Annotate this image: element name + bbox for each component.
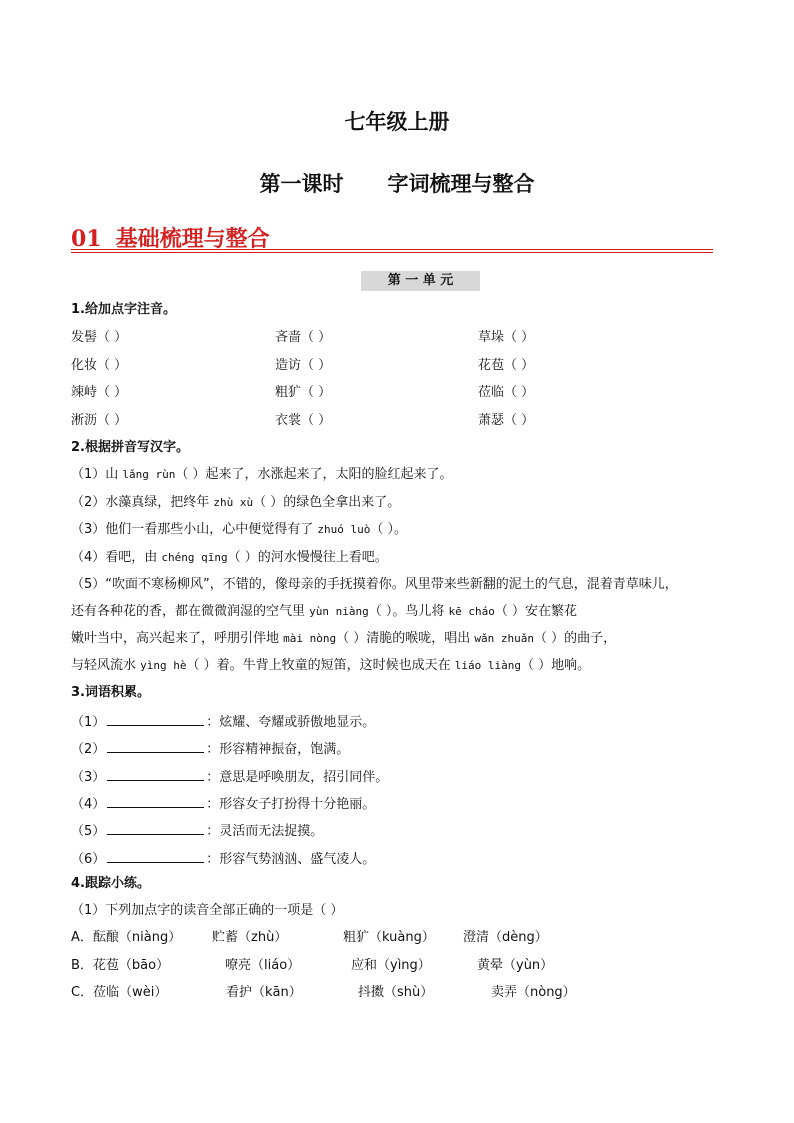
pinyin: zhuó luò — [317, 523, 371, 536]
pinyin: yìng hè — [140, 659, 187, 672]
pinyin: lǎng rùn — [122, 468, 176, 481]
q2-item5-text: 与轻风流水 — [71, 658, 141, 673]
q2-item-text: （ ）。 — [370, 522, 408, 537]
q2-item-text: （4）看吧，由 — [71, 549, 162, 565]
q2-item — [71, 495, 400, 511]
q1-item: 衣裳（ ） — [275, 412, 332, 428]
grade-title: 七年级上册 — [344, 110, 450, 134]
q2-item5-line1: （5）“吹面不寒杨柳风”，不错的，像母亲的手抚摸着你。风里带来些新翻的泥土的气息，混着青草味儿， — [71, 577, 678, 592]
q1-item: 萧瑟（ ） — [478, 412, 535, 428]
q4-option: 应和（yìng） — [351, 957, 431, 973]
q3-item — [71, 794, 375, 813]
q2-item5-line4 — [71, 658, 590, 674]
lesson-label: 第一课时 — [259, 172, 344, 196]
q3-item — [71, 712, 375, 731]
pinyin: kē cháo — [448, 605, 495, 618]
q2-item5-text: （ ）地响。 — [521, 658, 591, 673]
q2-item5-line2 — [71, 604, 577, 620]
section-title: 基础梳理与整合 — [115, 226, 270, 252]
pinyin: yùn niàng — [309, 605, 369, 618]
pinyin: wǎn zhuǎn — [474, 632, 534, 645]
q3-item-number: （2） — [71, 742, 106, 758]
topic-label: 字词梳理与整合 — [387, 172, 535, 196]
q1-item: 吝啬（ ） — [275, 330, 332, 345]
q2-item-text: （ ）起来了，水涨起来了，太阳的脸红起来了。 — [175, 467, 453, 482]
pinyin: liáo liàng — [454, 659, 521, 672]
q4-heading: 4.跟踪小练。 — [71, 876, 150, 891]
q1-item: 发髻（ ） — [71, 330, 128, 345]
q2-item-text: （2）水藻真绿，把终年 — [71, 494, 214, 510]
q1-item: 莅临（ ） — [478, 385, 535, 400]
q2-item-text: （3）他们一看那些小山，心中便觉得有了 — [71, 522, 318, 537]
section-number: 01 — [71, 226, 102, 252]
answer-blank — [107, 739, 204, 753]
q3-item-number: （4） — [71, 796, 106, 812]
q1-item: 淅沥（ ） — [71, 412, 128, 428]
q3-item-number: （3） — [71, 769, 106, 785]
q4-option: 粗犷（kuàng） — [343, 930, 435, 945]
q2-item5-line3 — [71, 631, 616, 647]
q2-item5-text: （ ）清脆的喉咙，唱出 — [336, 631, 475, 646]
pinyin: zhù xù — [213, 495, 254, 509]
q1-item: 造访（ ） — [275, 357, 332, 373]
q3-item-text: ：炫耀、夸耀或骄傲地显示。 — [206, 715, 376, 730]
q2-item — [71, 522, 407, 538]
q2-item — [71, 467, 453, 483]
q4-option: 看护（kān） — [226, 985, 302, 1000]
q2-item-text: （1）山 — [71, 467, 123, 482]
q1-item: 竦峙（ ） — [71, 385, 128, 400]
q4-option: 嘹亮（liáo） — [225, 957, 301, 973]
q3-item-text: ：意思是呼唤朋友，招引同伴。 — [206, 769, 389, 785]
q4-question: （1）下列加点字的读音全部正确的一项是（ ） — [71, 903, 344, 918]
q1-heading: 1.给加点字注音。 — [71, 302, 176, 317]
q4-option: 卖弄（nòng） — [491, 985, 576, 1000]
pinyin: mài nòng — [283, 632, 337, 645]
q4-option: 贮蓄（zhù） — [212, 930, 288, 945]
q4-option: 澄清（dèng） — [463, 930, 548, 945]
q3-item-number: （6） — [71, 851, 106, 867]
lesson-title — [0, 168, 794, 198]
q1-item: 花苞（ ） — [478, 357, 535, 373]
answer-blank — [107, 821, 204, 835]
answer-blank — [107, 767, 204, 781]
q3-item — [71, 849, 375, 868]
q4-option: C．莅临（wèi） — [71, 985, 168, 1000]
q2-item5-text: （ ）的曲子， — [534, 631, 617, 646]
q2-item5-text: （ ）安在繁花 — [494, 604, 578, 619]
q2-item-text: （ ）的河水慢慢往上看吧。 — [227, 549, 388, 565]
section-rule-thin — [71, 252, 713, 253]
answer-blank — [107, 849, 204, 863]
q3-item-number: （1） — [71, 715, 106, 730]
q3-item-text: ：形容气势汹汹、盛气凌人。 — [206, 851, 376, 867]
q3-item-text: ：灵活而无法捉摸。 — [206, 824, 324, 840]
q1-item: 化妆（ ） — [71, 357, 128, 373]
section-rule — [71, 249, 713, 250]
q3-item — [71, 739, 349, 758]
q4-option: 抖擞（shù） — [358, 985, 434, 1000]
q2-item5-text: （ ）着。牛背上牧童的短笛，这时候也成天在 — [186, 658, 455, 673]
q2-item — [71, 550, 388, 566]
q3-heading: 3.词语积累。 — [71, 685, 150, 700]
q2-heading: 2.根据拼音写汉字。 — [71, 440, 189, 455]
answer-blank — [107, 712, 204, 726]
q2-item5-text: （ ）。鸟儿将 — [368, 604, 449, 619]
pinyin: chéng qīng — [161, 550, 228, 564]
q3-item — [71, 767, 388, 786]
q2-item5-text: 还有各种花的香，都在微微润湿的空气里 — [71, 604, 310, 619]
q2-item5-text: 嫩叶当中，高兴起来了，呼朋引伴地 — [71, 631, 284, 646]
q1-item: 粗犷（ ） — [275, 385, 332, 400]
q3-item-number: （5） — [71, 824, 106, 840]
answer-blank — [107, 794, 204, 808]
q4-option: 黄晕（yùn） — [477, 957, 554, 973]
q3-item-text: ：形容精神振奋，饱满。 — [206, 742, 350, 758]
unit-label: 第 一 单 元 — [361, 271, 480, 291]
q4-option: B．花苞（bāo） — [71, 957, 170, 973]
q1-item: 草垛（ ） — [478, 330, 535, 345]
q4-option: A．酝酿（niàng） — [71, 930, 182, 945]
q3-item-text: ：形容女子打扮得十分艳丽。 — [206, 796, 376, 812]
q3-item — [71, 821, 323, 840]
q2-item-text: （ ）的绿色全拿出来了。 — [253, 494, 401, 510]
